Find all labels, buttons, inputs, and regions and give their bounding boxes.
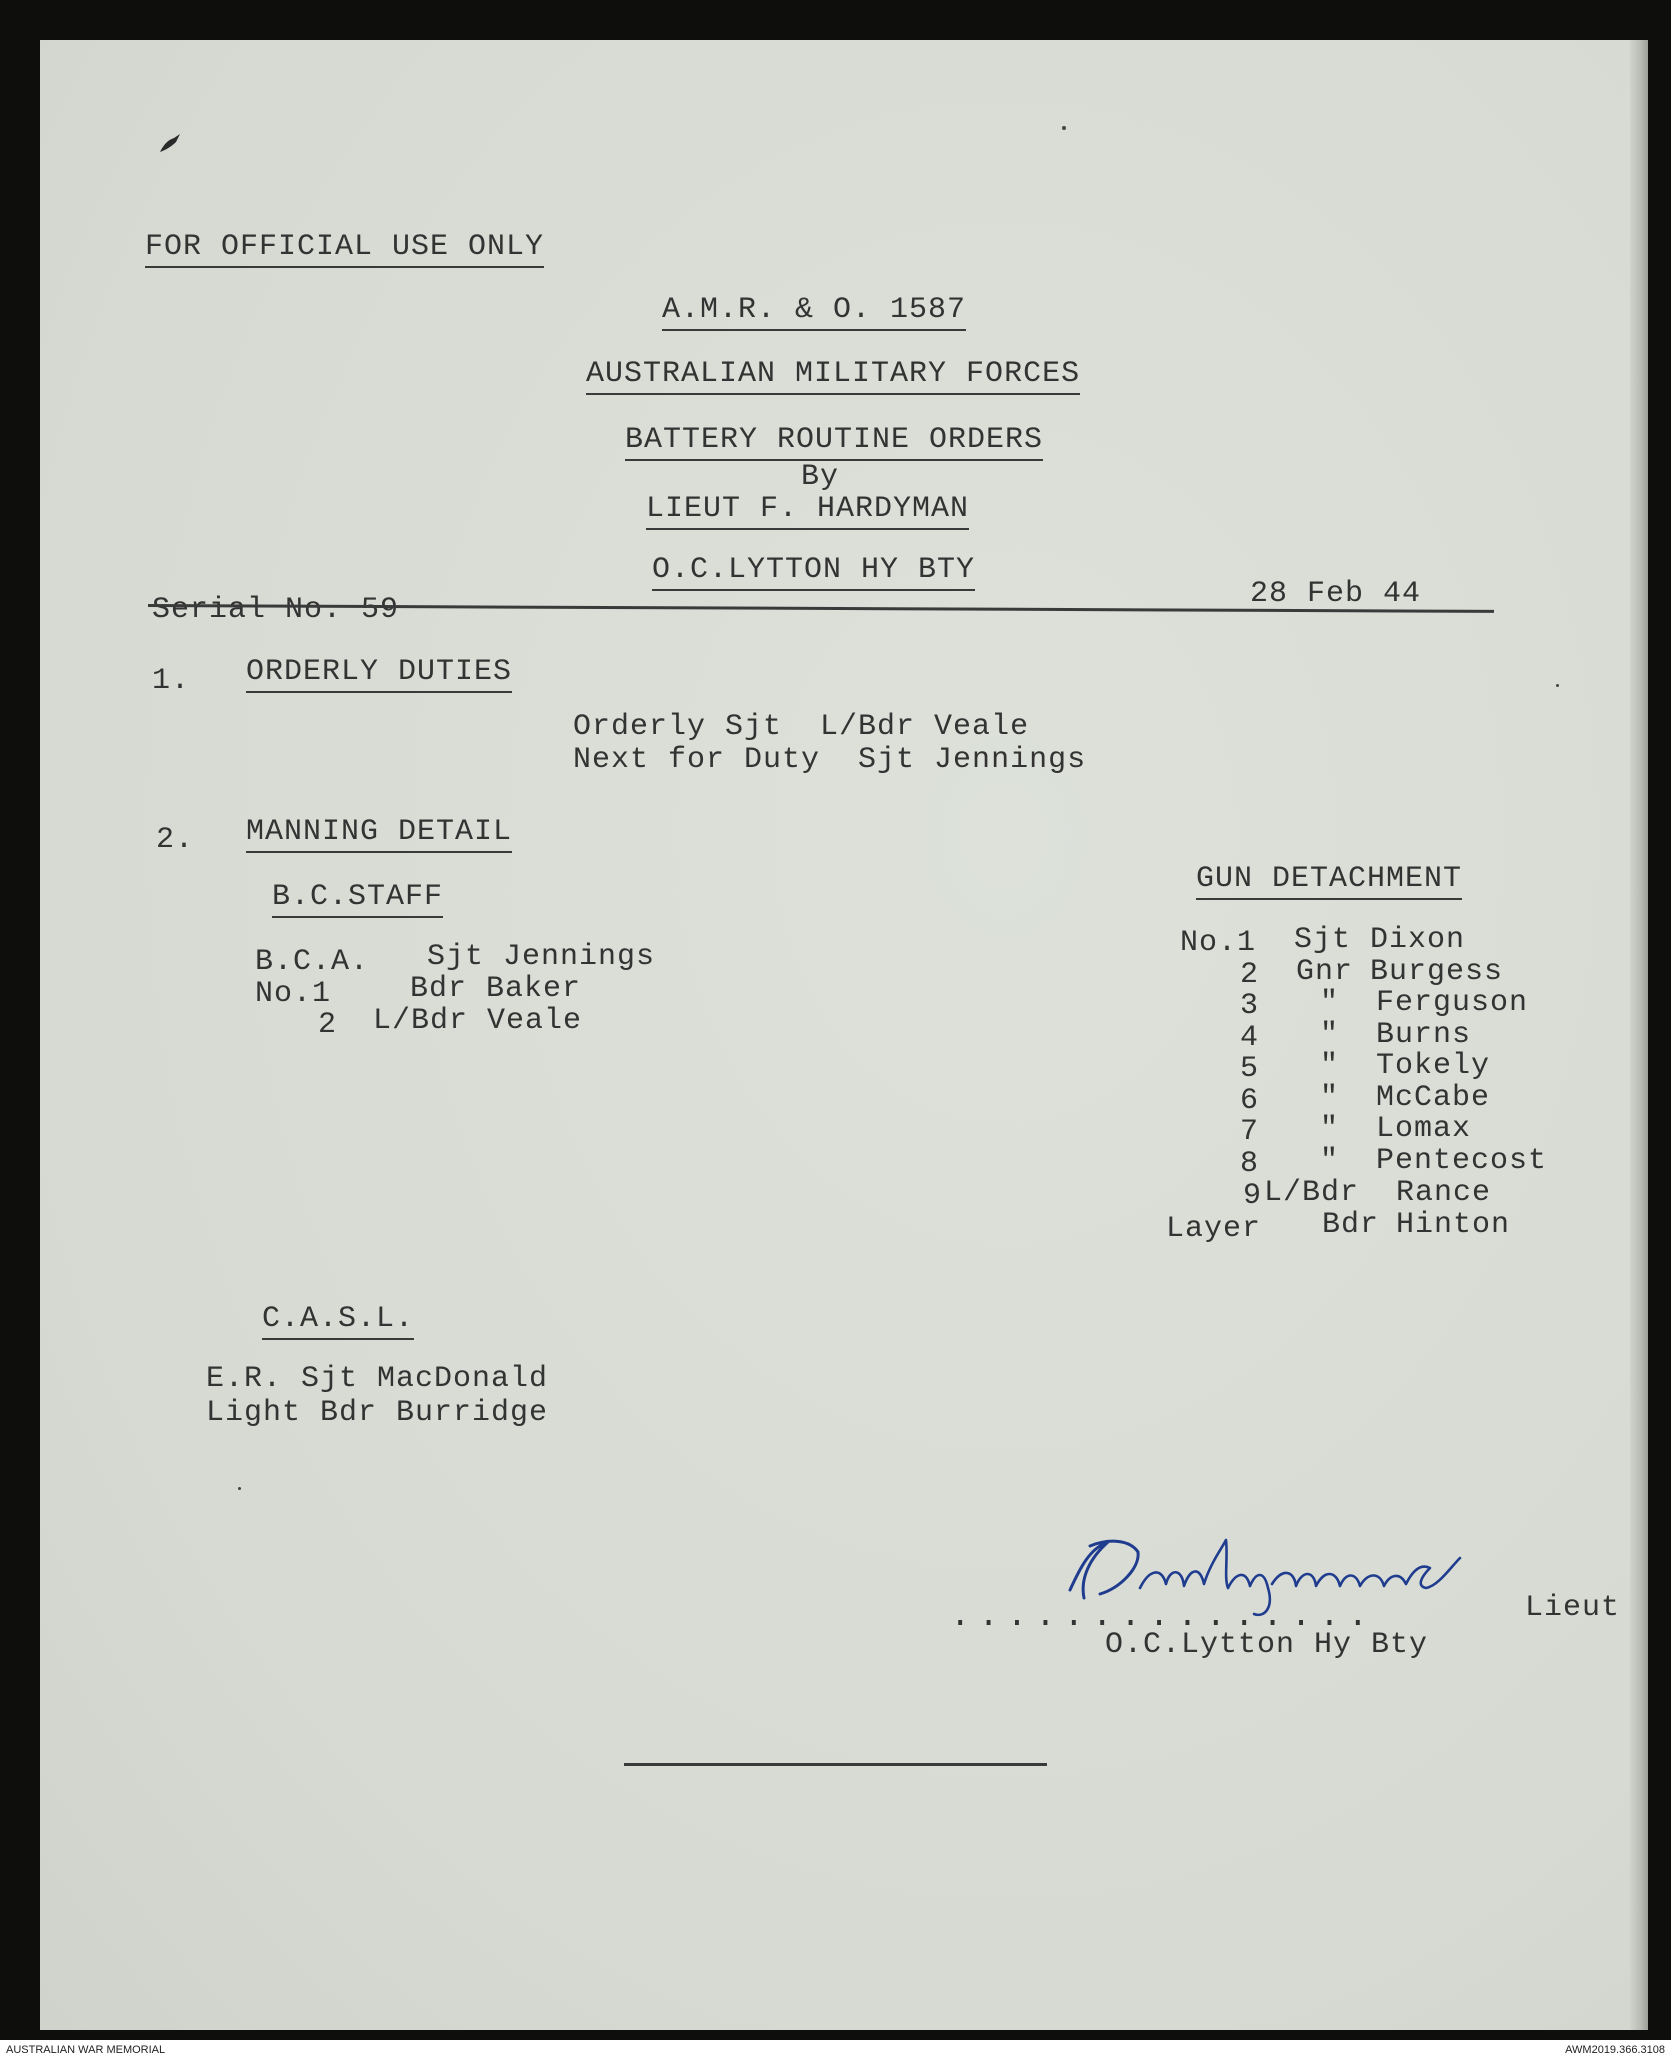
gun-name: Pentecost xyxy=(1376,1144,1548,1178)
by-label: By xyxy=(801,460,840,494)
gun-name: Rance xyxy=(1396,1176,1492,1210)
paper-speck xyxy=(1062,126,1066,130)
section-1-number: 1. xyxy=(152,664,191,698)
gun-name: Burns xyxy=(1376,1018,1472,1052)
gun-rank: " xyxy=(1320,1112,1340,1146)
orderly-sjt-line: Orderly Sjt L/Bdr Veale xyxy=(573,710,1030,744)
archive-footer xyxy=(0,2040,1671,2061)
gun-rank: " xyxy=(1320,1018,1340,1052)
gun-name: Tokely xyxy=(1376,1049,1491,1083)
gun-number: 7 xyxy=(1240,1115,1260,1149)
gun-rank: " xyxy=(1320,1144,1340,1178)
casl-heading: C.A.S.L. xyxy=(262,1302,414,1340)
signature-unit: O.C.Lytton Hy Bty xyxy=(1105,1628,1429,1662)
gun-name: Ferguson xyxy=(1376,986,1529,1020)
gun-name: Dixon xyxy=(1370,923,1466,957)
gun-rank: Bdr xyxy=(1322,1208,1380,1242)
bc-staff-heading: B.C.STAFF xyxy=(272,880,443,918)
classification-label: FOR OFFICIAL USE ONLY xyxy=(145,230,544,268)
bc-staff-role: No.1 xyxy=(255,977,332,1011)
section-2-number: 2. xyxy=(156,823,195,857)
gun-name: Burgess xyxy=(1370,955,1504,989)
bc-staff-role: 2 xyxy=(318,1008,338,1042)
document-date: 28 Feb 44 xyxy=(1250,577,1422,611)
bc-staff-role: B.C.A. xyxy=(255,945,370,979)
bc-staff-name: Sjt Jennings xyxy=(427,940,656,974)
serial-number: Serial No. 59 xyxy=(152,593,400,627)
gun-number: Layer xyxy=(1166,1212,1262,1246)
casl-light-line: Light Bdr Burridge xyxy=(206,1396,549,1430)
forces-title: AUSTRALIAN MILITARY FORCES xyxy=(586,357,1080,395)
gun-name: Lomax xyxy=(1376,1112,1472,1146)
gun-rank: " xyxy=(1320,986,1340,1020)
paper-speck xyxy=(1556,684,1559,687)
gun-detachment-heading: GUN DETACHMENT xyxy=(1196,862,1462,900)
section-2-heading: MANNING DETAIL xyxy=(246,815,512,853)
gun-number: 5 xyxy=(1240,1052,1260,1086)
footer-accession-number: AWM2019.366.3108 xyxy=(1565,2044,1665,2056)
officer-name: LIEUT F. HARDYMAN xyxy=(646,492,969,530)
paper-speck xyxy=(238,1487,241,1490)
end-of-document-rule xyxy=(624,1763,1047,1766)
next-for-duty-line: Next for Duty Sjt Jennings xyxy=(573,743,1087,777)
gun-name: McCabe xyxy=(1376,1081,1491,1115)
gun-name: Hinton xyxy=(1396,1208,1511,1242)
bc-staff-name: L/Bdr Veale xyxy=(373,1004,583,1038)
gun-rank: " xyxy=(1320,1049,1340,1083)
ink-mark xyxy=(158,130,188,156)
gun-number: 4 xyxy=(1240,1021,1260,1055)
gun-number: No.1 xyxy=(1180,926,1257,960)
gun-number: 8 xyxy=(1240,1147,1260,1181)
gun-number: 2 xyxy=(1240,958,1260,992)
reference-number: A.M.R. & O. 1587 xyxy=(662,293,966,331)
gun-rank: " xyxy=(1320,1081,1340,1115)
gun-number: 3 xyxy=(1240,989,1260,1023)
gun-rank: Gnr xyxy=(1296,955,1354,989)
paper-edge-shadow xyxy=(1630,40,1648,2030)
gun-number: 9 xyxy=(1243,1179,1263,1213)
gun-number: 6 xyxy=(1240,1084,1260,1118)
footer-institution: AUSTRALIAN WAR MEMORIAL xyxy=(6,2044,166,2056)
casl-er-line: E.R. Sjt MacDonald xyxy=(206,1362,549,1396)
gun-rank: Sjt xyxy=(1294,923,1352,957)
document-title: BATTERY ROUTINE ORDERS xyxy=(625,423,1043,461)
unit-name: O.C.LYTTON HY BTY xyxy=(652,553,975,591)
bc-staff-name: Bdr Baker xyxy=(410,972,582,1006)
gun-rank: L/Bdr xyxy=(1264,1176,1360,1210)
section-1-heading: ORDERLY DUTIES xyxy=(246,655,512,693)
signature-dot-leader: ............... xyxy=(950,1598,1377,1636)
signature-rank: Lieut xyxy=(1525,1591,1621,1625)
